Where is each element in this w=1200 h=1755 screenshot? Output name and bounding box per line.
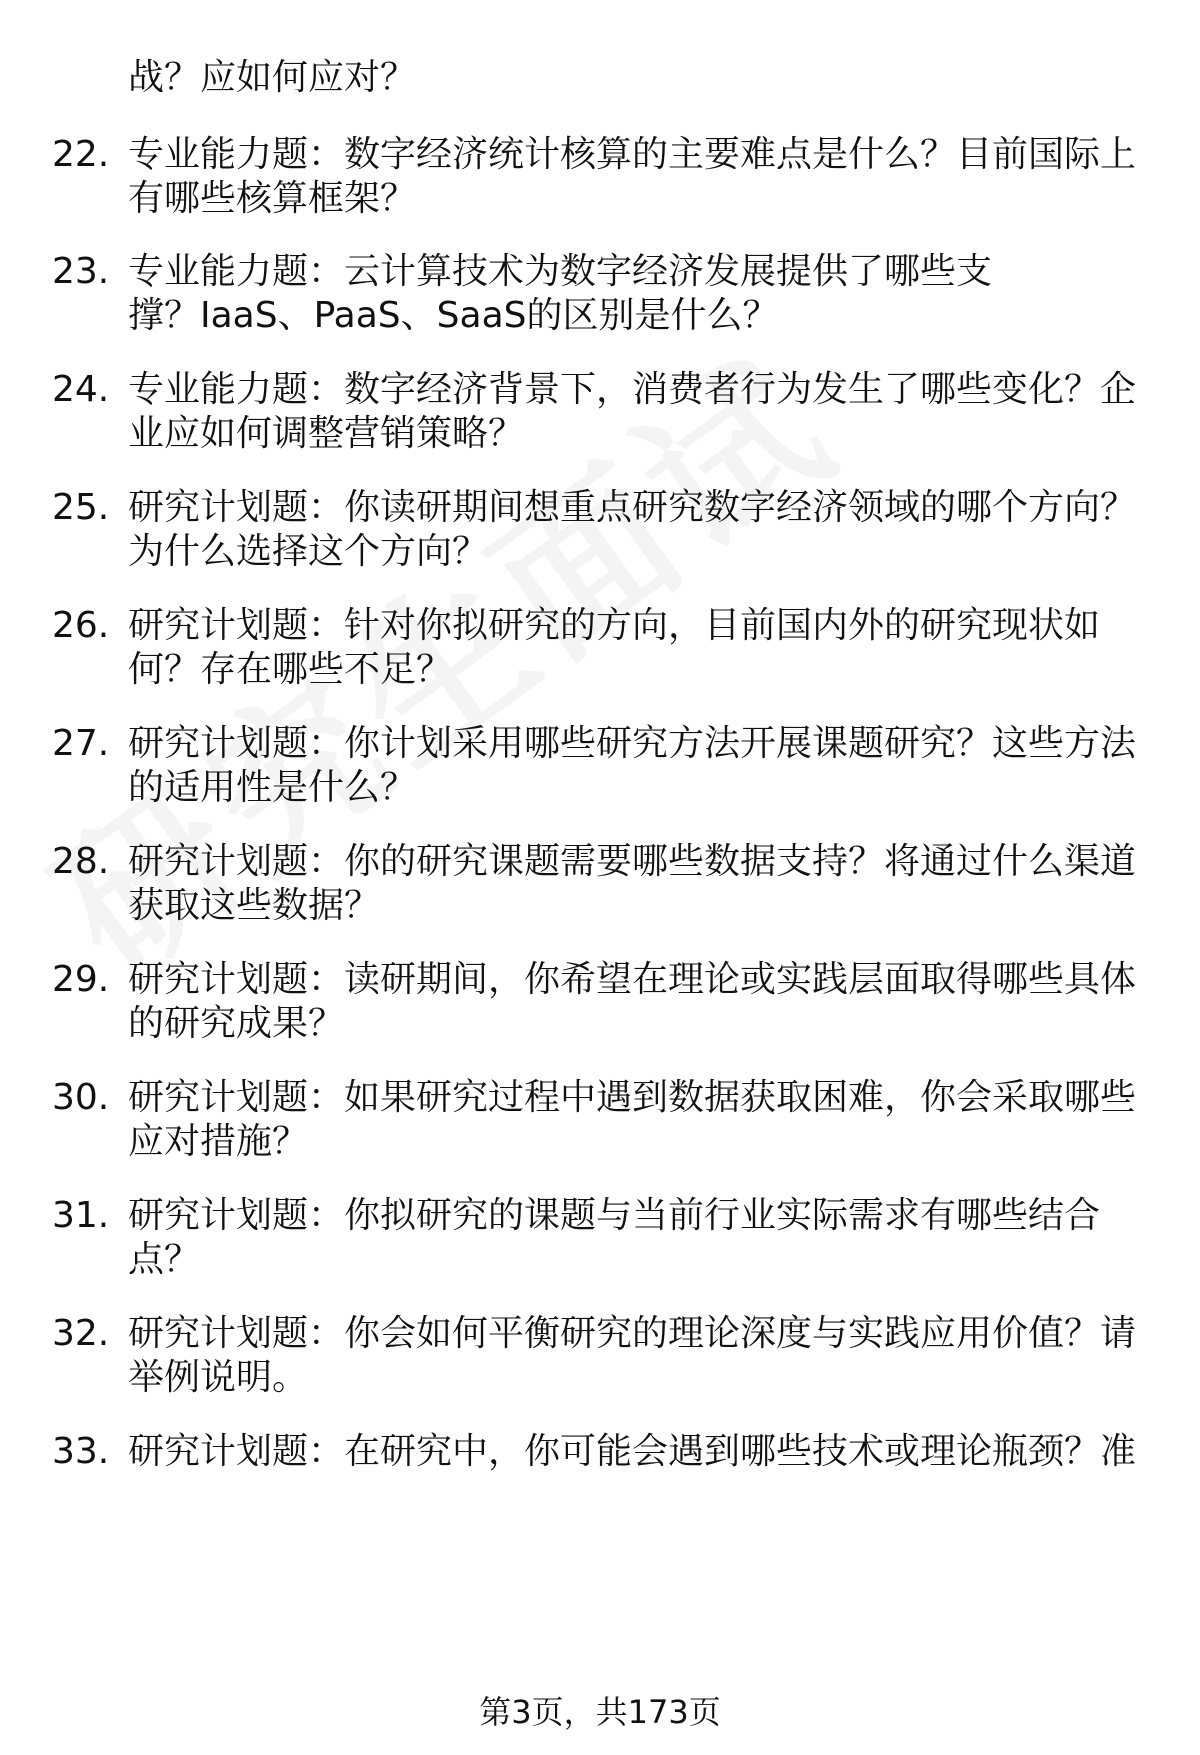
question-line-2: 有哪些核算框架？ bbox=[128, 178, 417, 219]
question-line-1: 研究计划题：针对你拟研究的方向，目前国内外的研究现状如 bbox=[128, 605, 1101, 646]
continuation-text: 战？应如何应对？ bbox=[128, 57, 417, 98]
question-line-2: 为什么选择这个方向？ bbox=[128, 531, 489, 572]
question-number: 25. bbox=[52, 487, 110, 528]
question-number: 24. bbox=[52, 369, 110, 410]
question-number: 23. bbox=[52, 251, 110, 292]
question-line-2: 撑？IaaS、PaaS、SaaS的区别是什么？ bbox=[128, 295, 779, 336]
question-number: 26. bbox=[52, 605, 110, 646]
question-line-2: 的研究成果？ bbox=[128, 1003, 345, 1044]
question-line-2: 应对措施？ bbox=[128, 1121, 309, 1162]
question-line-1: 研究计划题：你读研期间想重点研究数字经济领域的哪个方向？ bbox=[128, 487, 1137, 528]
question-number: 29. bbox=[52, 959, 110, 1000]
question-line-2: 业应如何调整营销策略？ bbox=[128, 413, 525, 454]
question-number: 33. bbox=[52, 1431, 110, 1472]
question-line-2: 获取这些数据？ bbox=[128, 885, 381, 926]
question-number: 28. bbox=[52, 841, 110, 882]
question-number: 30. bbox=[52, 1077, 110, 1118]
question-number: 32. bbox=[52, 1313, 110, 1354]
question-line-1: 研究计划题：你会如何平衡研究的理论深度与实践应用价值？请 bbox=[128, 1313, 1137, 1354]
question-line-2: 何？存在哪些不足？ bbox=[128, 649, 453, 690]
question-line-1: 专业能力题：数字经济统计核算的主要难点是什么？目前国际上 bbox=[128, 134, 1137, 175]
question-line-1: 研究计划题：你计划采用哪些研究方法开展课题研究？这些方法 bbox=[128, 723, 1137, 764]
question-line-1: 研究计划题：在研究中，你可能会遇到哪些技术或理论瓶颈？准 bbox=[128, 1431, 1137, 1472]
question-line-2: 举例说明。 bbox=[128, 1357, 309, 1398]
question-line-1: 专业能力题：云计算技术为数字经济发展提供了哪些支 bbox=[128, 251, 993, 292]
question-line-1: 研究计划题：你拟研究的课题与当前行业实际需求有哪些结合 bbox=[128, 1195, 1101, 1236]
question-line-1: 专业能力题：数字经济背景下，消费者行为发生了哪些变化？企 bbox=[128, 369, 1137, 410]
question-number: 31. bbox=[52, 1195, 110, 1236]
question-line-2: 的适用性是什么？ bbox=[128, 767, 417, 808]
question-line-1: 研究计划题：如果研究过程中遇到数据获取困难，你会采取哪些 bbox=[128, 1077, 1137, 1118]
page-footer: 第3页，共173页 bbox=[479, 1693, 721, 1731]
question-line-2: 点？ bbox=[128, 1239, 201, 1280]
question-line-1: 研究计划题：读研期间，你希望在理论或实践层面取得哪些具体 bbox=[128, 959, 1137, 1000]
question-line-1: 研究计划题：你的研究课题需要哪些数据支持？将通过什么渠道 bbox=[128, 841, 1137, 882]
question-number: 22. bbox=[52, 134, 110, 175]
question-number: 27. bbox=[52, 723, 110, 764]
